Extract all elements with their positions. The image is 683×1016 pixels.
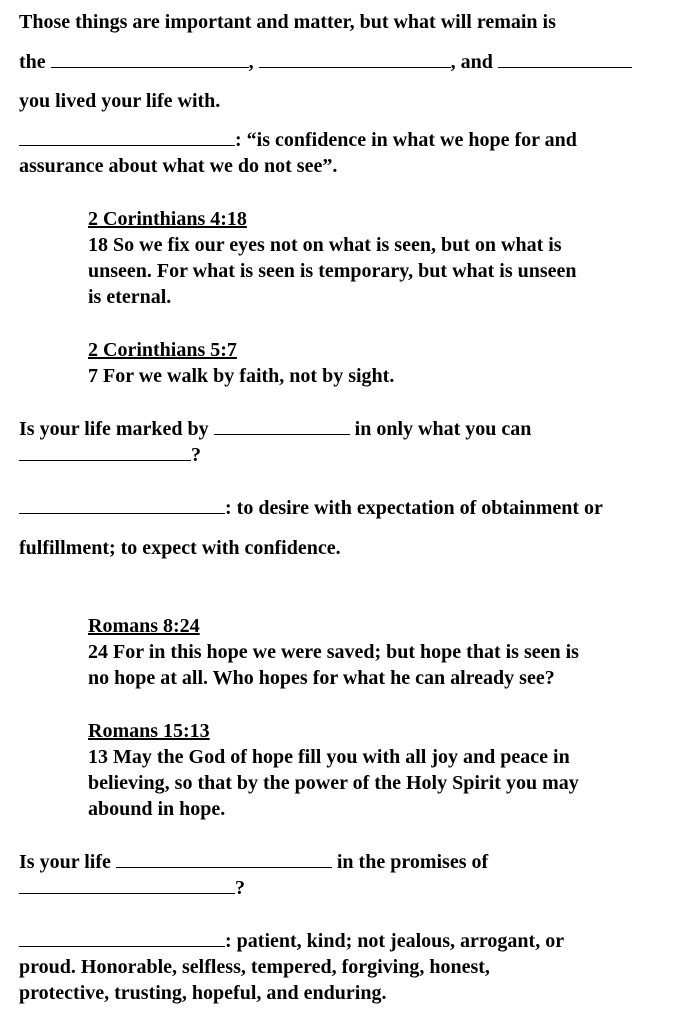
definition-line [19,128,577,152]
punctuation: , [450,51,456,73]
question-text: Is your life marked by [19,418,209,440]
question-text: in the promises of [336,851,489,873]
fill-in-blank[interactable] [19,930,225,947]
definition-text: protective, trusting, hopeful, and enduring. [19,982,387,1004]
definition-text: proud. Honorable, selfless, tempered, forgiving, honest, [19,956,490,978]
fill-in-blank[interactable] [19,444,191,461]
verse-line [88,259,577,283]
text-line [19,981,386,1005]
verse-text: 7 For we walk by faith, not by sight. [88,365,395,387]
paragraph-text: and [460,51,493,73]
text-line [19,955,490,979]
verse-line [88,745,570,769]
verse-text: is eternal. [88,286,172,308]
punctuation: ? [235,877,245,899]
scripture-reference: 2 Corinthians 5:7 [88,339,237,361]
verse-line [88,666,555,690]
fill-in-line [19,50,632,74]
definition-line [19,496,603,520]
verse-text: abound in hope. [88,798,226,820]
definition-text: : to desire with expectation of obtainment or [225,497,603,519]
verse-reference [88,338,237,362]
verse-reference [88,207,247,231]
paragraph-text: you lived your life with. [19,90,221,112]
verse-text: 18 So we fix our eyes not on what is seen, but on what is [88,234,562,256]
fill-in-blank[interactable] [19,877,235,894]
verse-text: no hope at all. Who hopes for what he can already see? [88,667,555,689]
fill-in-blank[interactable] [259,51,451,68]
verse-text: believing, so that by the power of the Holy Spirit you may [88,772,579,794]
definition-line [19,929,564,953]
verse-reference [88,719,210,743]
fill-in-blank[interactable] [19,497,225,514]
verse-text: unseen. For what is seen is temporary, but what is unseen [88,260,577,282]
verse-text: 13 May the God of hope fill you with all joy and peace in [88,746,570,768]
text-line [19,536,341,560]
definition-text: : “is confidence in what we hope for and [235,129,577,151]
fill-in-blank[interactable] [498,51,632,68]
question-text: in only what you can [354,418,532,440]
verse-line [88,233,562,257]
fill-in-blank[interactable] [19,129,235,146]
question-line [19,850,488,874]
verse-line [88,771,579,795]
definition-text: assurance about what we do not see”. [19,155,338,177]
question-line [19,443,201,467]
paragraph-text: Those things are important and matter, but what will remain is [19,11,556,33]
verse-line [88,797,225,821]
verse-line [88,364,394,388]
scripture-reference: Romans 8:24 [88,615,200,637]
question-line [19,417,531,441]
definition-text: : patient, kind; not jealous, arrogant, or [225,930,565,952]
punctuation: , [248,51,254,73]
question-text: Is your life [19,851,111,873]
scripture-reference: Romans 15:13 [88,720,210,742]
text-line [19,89,220,113]
verse-reference [88,614,200,638]
fill-in-blank[interactable] [214,418,350,435]
text-line [19,10,556,34]
punctuation: ? [191,444,201,466]
paragraph-text: the [19,51,46,73]
question-line [19,876,245,900]
verse-line [88,285,171,309]
definition-text: fulfillment; to expect with confidence. [19,537,341,559]
fill-in-blank[interactable] [51,51,249,68]
fill-in-blank[interactable] [116,851,332,868]
verse-line [88,640,579,664]
verse-text: 24 For in this hope we were saved; but hope that is seen is [88,641,579,663]
text-line [19,154,337,178]
scripture-reference: 2 Corinthians 4:18 [88,208,247,230]
